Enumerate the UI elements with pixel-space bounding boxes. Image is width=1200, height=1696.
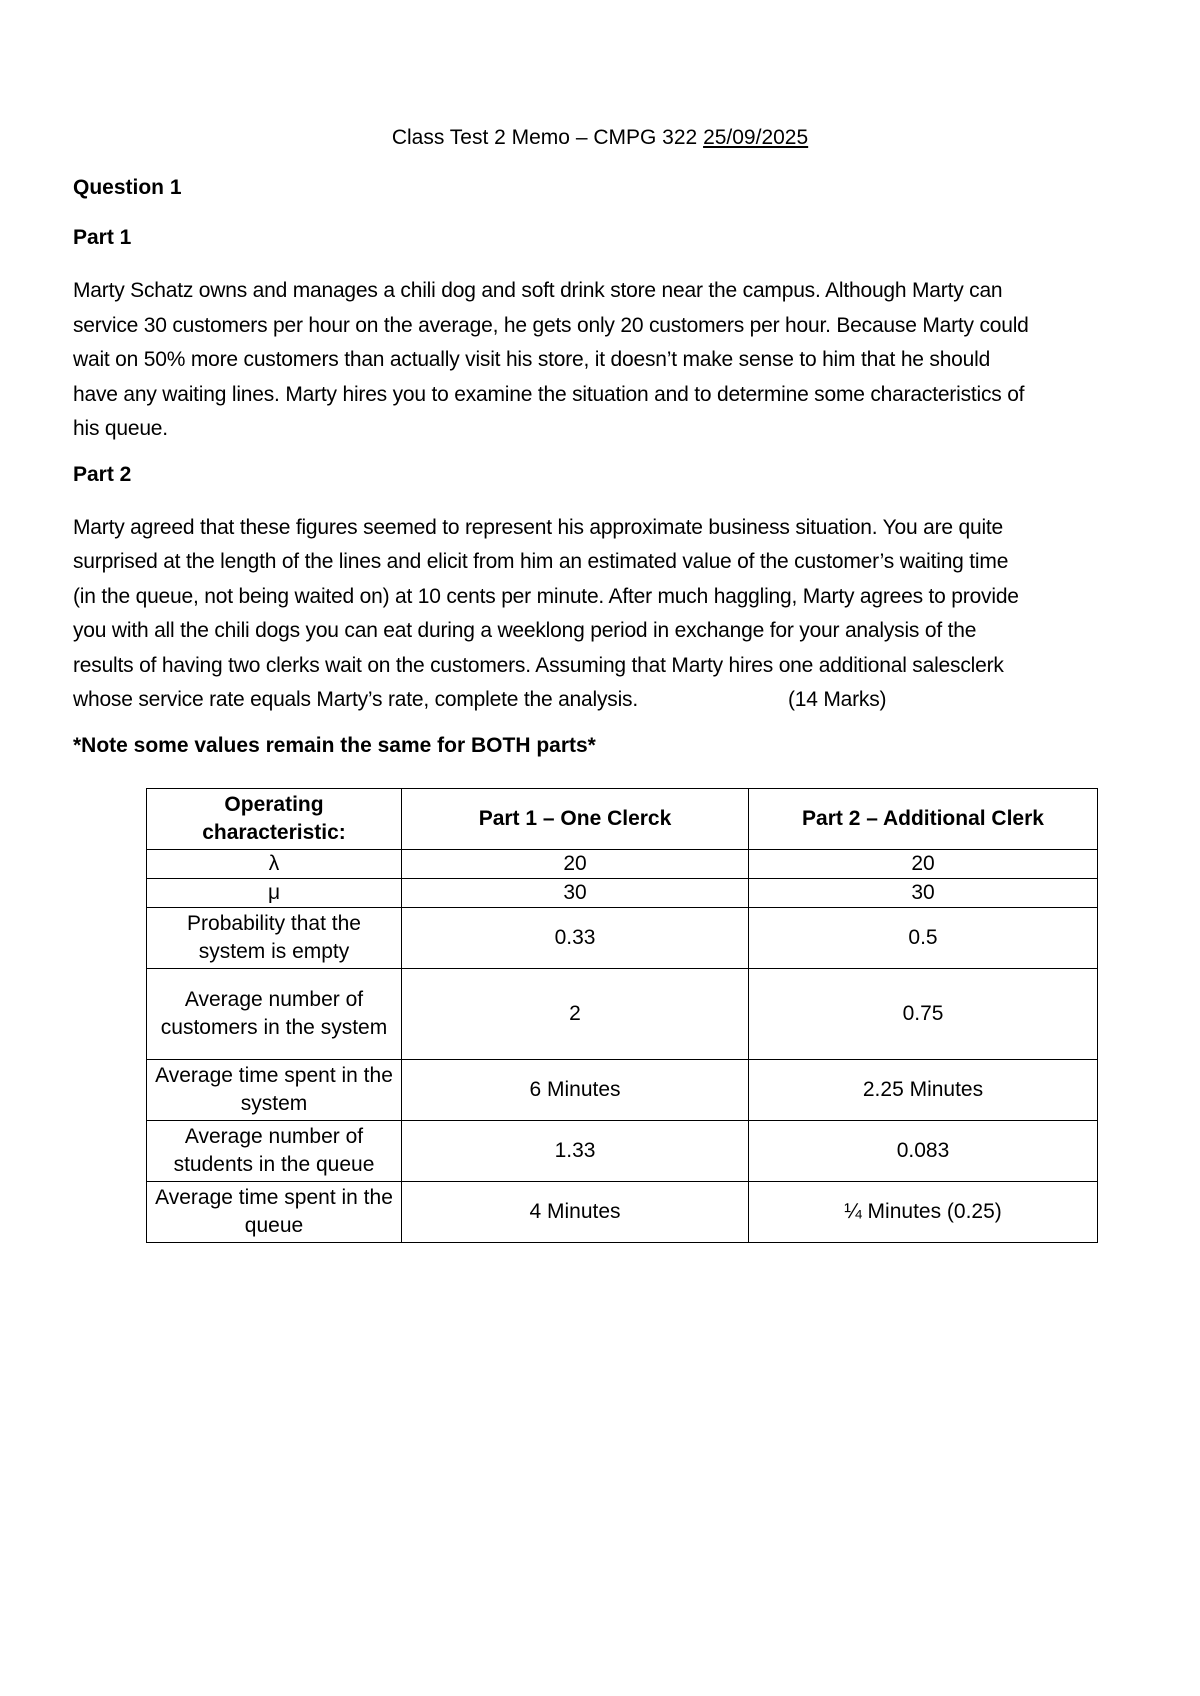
question-heading: Question 1	[73, 176, 182, 199]
row-label: λ	[147, 850, 402, 879]
part1-value: 20	[402, 850, 749, 879]
table-row	[147, 1060, 1098, 1121]
part1-paragraph	[73, 274, 1163, 447]
part2-line: results of having two clerks wait on the customers. Assuming that Marty hires one additional salesclerk	[73, 653, 1004, 677]
table-row	[147, 1121, 1098, 1182]
part2-value: 0.083	[749, 1121, 1098, 1182]
title-date: 25/09/2025	[703, 126, 809, 149]
note-text: *Note some values remain the same for BOTH parts*	[73, 733, 596, 757]
part1-heading: Part 1	[73, 226, 132, 249]
part2-line: Marty agreed that these figures seemed to represent his approximate business situation. You are quite	[73, 515, 1004, 539]
part2-line: you with all the chili dogs you can eat during a weeklong period in exchange for your analysis of the	[73, 619, 977, 642]
part2-value: 20	[749, 850, 1098, 879]
part2-paragraph	[73, 511, 1163, 718]
part1-line: wait on 50% more customers than actually visit his store, it doesn’t make sense to him that he should	[73, 348, 991, 371]
document-body	[73, 174, 1163, 760]
part1-line: his queue.	[73, 417, 168, 440]
part1-value: 0.33	[402, 908, 749, 969]
header-part2: Part 2 – Additional Clerk	[749, 789, 1098, 850]
part1-value: 1.33	[402, 1121, 749, 1182]
part2-line: whose service rate equals Marty’s rate, complete the analysis.	[73, 688, 638, 711]
part2-value: 2.25 Minutes	[749, 1060, 1098, 1121]
marks-label: (14 Marks)	[787, 688, 887, 711]
part1-value: 6 Minutes	[402, 1060, 749, 1121]
row-label: Average time spent in the system	[147, 1060, 402, 1121]
table-row	[147, 969, 1098, 1060]
part2-line: (in the queue, not being waited on) at 10 cents per minute. After much haggling, Marty agrees to provide	[73, 584, 1019, 608]
part1-line: have any waiting lines. Marty hires you to examine the situation and to determine some characteristics of	[73, 382, 1025, 406]
part2-value: 30	[749, 879, 1098, 908]
table-header-row	[147, 789, 1098, 850]
row-label: μ	[147, 879, 402, 908]
part2-last-line	[73, 683, 1163, 718]
table-row	[147, 879, 1098, 908]
row-label: Average number of students in the queue	[147, 1121, 402, 1182]
operating-characteristics-table	[146, 788, 1098, 1243]
table-row	[147, 850, 1098, 879]
part1-value: 4 Minutes	[402, 1182, 749, 1243]
header-part1: Part 1 – One Clerck	[402, 789, 749, 850]
document-title	[0, 124, 1200, 152]
table-row	[147, 908, 1098, 969]
part1-value: 30	[402, 879, 749, 908]
part2-heading: Part 2	[73, 462, 132, 486]
part2-line: surprised at the length of the lines and elicit from him an estimated value of the customer’s waiting time	[73, 550, 1009, 573]
table-row	[147, 1182, 1098, 1243]
part1-line: service 30 customers per hour on the average, he gets only 20 customers per hour. Because Marty could	[73, 313, 1029, 337]
part2-value: ¼ Minutes (0.25)	[749, 1182, 1098, 1243]
row-label: Average number of customers in the system	[147, 969, 402, 1060]
title-text: Class Test 2 Memo – CMPG 322	[391, 126, 698, 149]
header-characteristic: Operating characteristic:	[147, 789, 402, 850]
part1-value: 2	[402, 969, 749, 1060]
part2-value: 0.75	[749, 969, 1098, 1060]
row-label: Average time spent in the queue	[147, 1182, 402, 1243]
part1-line: Marty Schatz owns and manages a chili dog and soft drink store near the campus. Although Marty can	[73, 279, 1003, 302]
row-label: Probability that the system is empty	[147, 908, 402, 969]
part2-value: 0.5	[749, 908, 1098, 969]
